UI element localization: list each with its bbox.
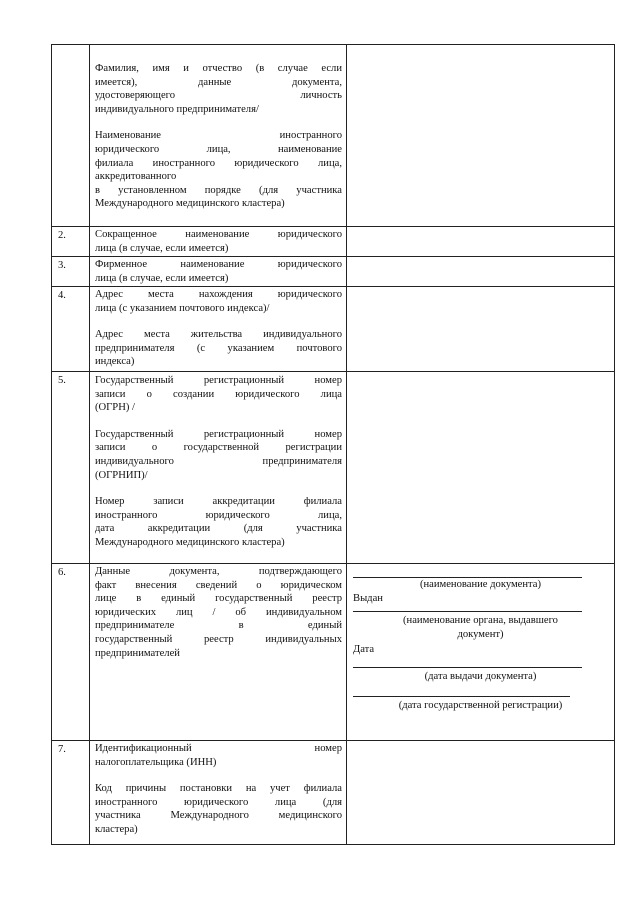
description-paragraph: [95, 288, 342, 315]
value-cell[interactable]: [347, 45, 615, 227]
description-line: в установленном порядке (для участника: [95, 184, 342, 196]
document-name-field[interactable]: [353, 564, 582, 578]
description-line: Государственный регистрационный номер: [95, 428, 342, 440]
registration-date-field[interactable]: [353, 684, 570, 697]
row-description: [90, 287, 347, 372]
value-cell[interactable]: [347, 372, 615, 564]
description-line: Международного медицинского кластера): [95, 198, 285, 210]
description-paragraph: [95, 228, 342, 255]
row-number: [52, 45, 90, 227]
issuing-organ-caption-line2: документ): [457, 628, 504, 640]
row-description: [90, 257, 347, 287]
description-line: (ОГРН) /: [95, 402, 135, 414]
description-line: записи о создании юридического лица: [95, 388, 342, 400]
description-line: предпринимателя (с указанием почтового: [95, 342, 342, 354]
description-paragraph: [95, 374, 342, 415]
issuing-organ-caption-line1: (наименование органа, выдавшего: [403, 615, 558, 627]
description-paragraph: [95, 428, 342, 482]
description-line: имеется), данные документа,: [95, 76, 342, 88]
issue-date-caption: (дата выдачи документа): [424, 670, 537, 682]
description-line: участника Международного медицинского: [95, 810, 342, 822]
description-line: Фамилия, имя и отчество (в случае если: [95, 63, 342, 74]
description-paragraph: [95, 742, 342, 769]
description-line: государственный реестр индивидуальных: [95, 633, 342, 645]
row-number: 7.: [52, 741, 90, 845]
table-row: [52, 45, 615, 227]
description-line: индивидуального предпринимателя: [95, 455, 342, 467]
description-line: удостоверяющего личность: [95, 90, 342, 102]
description-paragraph: [95, 495, 342, 549]
description-line: Код причины постановки на учет филиала: [95, 783, 342, 795]
description-line: иностранного юридического лица,: [95, 509, 342, 521]
description-line: дата аккредитации (для участника: [95, 523, 342, 535]
description-line: Фирменное наименование юридического: [95, 259, 342, 270]
date-label: Дата: [353, 644, 375, 656]
description-line: факт внесения сведений о юридическом: [95, 579, 342, 591]
value-cell[interactable]: [347, 287, 615, 372]
table-row: [52, 257, 615, 287]
row-number: 5.: [52, 372, 90, 564]
row-description: [90, 741, 347, 845]
description-line: (ОГРНИП)/: [95, 469, 148, 481]
description-paragraph: [95, 62, 342, 116]
description-line: Международного медицинского кластера): [95, 536, 285, 548]
registration-date-caption: (дата государственной регистрации): [398, 699, 563, 711]
row-number: 2.: [52, 227, 90, 257]
description-line: лице в единый государственный реестр: [95, 593, 342, 605]
description-line: налогоплательщика (ИНН): [95, 756, 217, 768]
row-description: [90, 45, 347, 227]
description-paragraph: [95, 258, 342, 285]
description-line: предпринимателе в единый: [95, 620, 342, 632]
description-line: Государственный регистрационный номер: [95, 375, 342, 386]
description-line: иностранного юридического лица (для: [95, 796, 342, 808]
table-row: [52, 227, 615, 257]
value-cell[interactable]: [347, 257, 615, 287]
description-line: Адрес места жительства индивидуального: [95, 329, 342, 341]
description-paragraph: [95, 782, 342, 836]
description-line: кластера): [95, 823, 138, 835]
description-line: Сокращенное наименование юридического: [95, 229, 342, 240]
value-cell[interactable]: [347, 741, 615, 845]
row-description: [90, 227, 347, 257]
value-cell: [347, 564, 615, 741]
description-line: филиала иностранного юридического лица,: [95, 157, 342, 169]
description-line: предпринимателей: [95, 647, 180, 659]
table-row: [52, 372, 615, 564]
description-line: юридических лиц / об индивидуальном: [95, 606, 342, 618]
table-row: [52, 564, 615, 741]
issued-label: Выдан: [353, 592, 383, 604]
issuing-organ-field[interactable]: [353, 605, 582, 612]
description-paragraph: [95, 565, 342, 660]
row-number: 6.: [52, 564, 90, 741]
description-paragraph: [95, 129, 342, 211]
description-line: индивидуального предпринимателя/: [95, 103, 259, 115]
description-line: юридического лица, наименование: [95, 143, 342, 155]
description-line: Данные документа, подтверждающего: [95, 566, 342, 577]
row-description: [90, 372, 347, 564]
table-row: [52, 287, 615, 372]
description-line: лица (в случае, если имеется): [95, 242, 229, 254]
issue-date-field[interactable]: [353, 657, 582, 668]
table-row: [52, 741, 615, 845]
description-line: индекса): [95, 356, 135, 368]
description-line: Идентификационный номер: [95, 743, 342, 754]
description-line: записи о государственной регистрации: [95, 442, 342, 454]
description-line: аккредитованного: [95, 171, 177, 183]
form-table: [51, 44, 615, 845]
row-number: 4.: [52, 287, 90, 372]
row-number: 3.: [52, 257, 90, 287]
description-line: Наименование иностранного: [95, 130, 342, 142]
description-line: Номер записи аккредитации филиала: [95, 496, 342, 508]
value-cell[interactable]: [347, 227, 615, 257]
description-line: лица (с указанием почтового индекса)/: [95, 302, 270, 314]
description-line: лица (в случае, если имеется): [95, 272, 229, 284]
row-description: [90, 564, 347, 741]
description-paragraph: [95, 328, 342, 369]
description-line: Адрес места нахождения юридического: [95, 289, 342, 300]
document-name-caption: (наименование документа): [419, 579, 542, 590]
